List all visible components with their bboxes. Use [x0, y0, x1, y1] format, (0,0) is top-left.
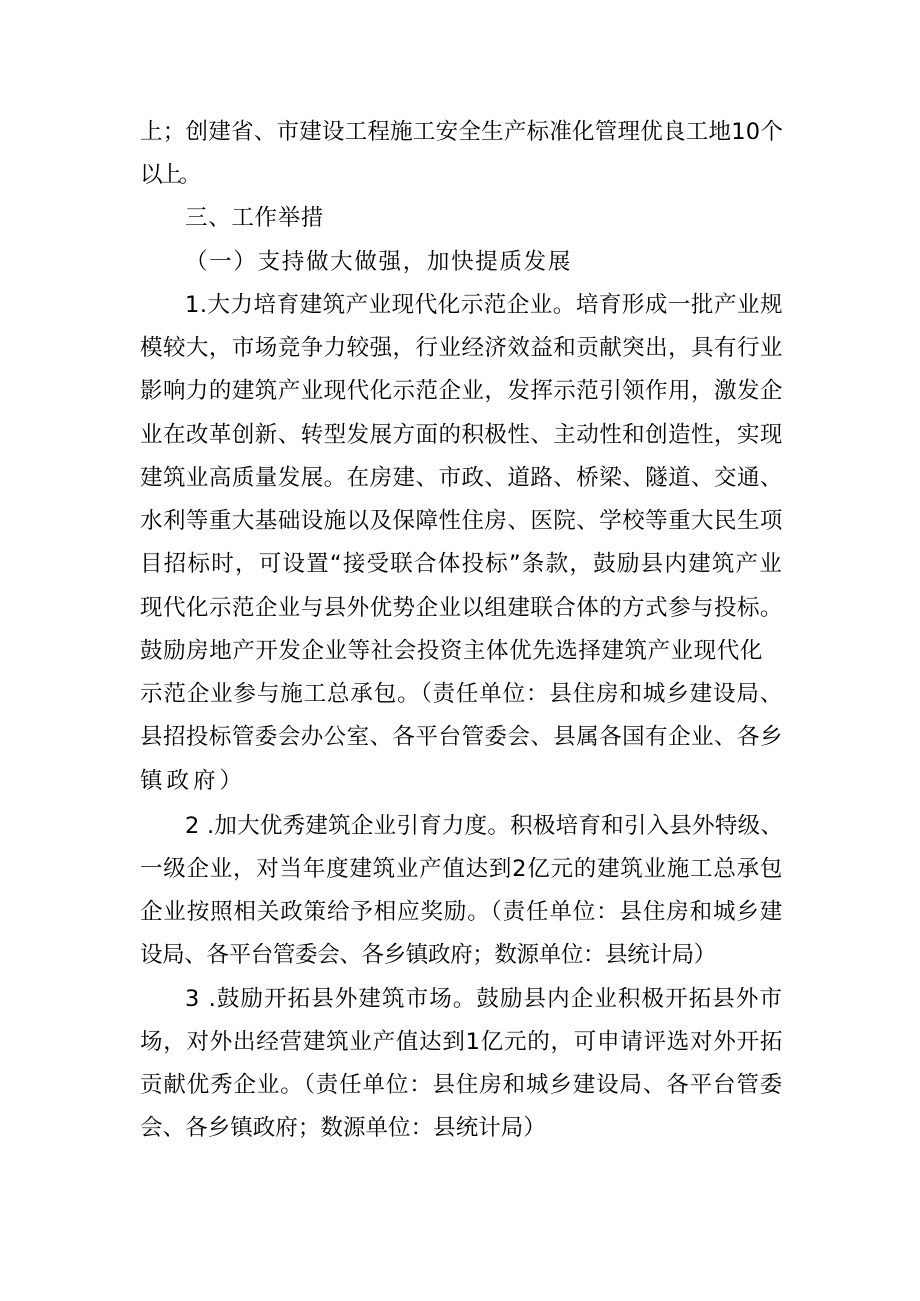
text-line: 上；创建省、市建设工程施工安全生产标准化管理优良工地10个 [140, 119, 784, 145]
text-line: 目招标时，可设置“接受联合体投标”条款，鼓励县内建筑产业 [140, 551, 784, 577]
text-line: 场，对外出经营建筑业产值达到1亿元的，可申请评选对外开拓 [140, 1029, 784, 1055]
text-line: 会、各乡镇政府；数源单位：县统计局） [140, 1115, 546, 1141]
text-line: 建筑业高质量发展。在房建、市政、道路、桥梁、隧道、交通、 [140, 465, 783, 491]
text-line: 业在改革创新、转型发展方面的积极性、主动性和创造性，实现 [140, 422, 783, 448]
text-line: 2 .加大优秀建筑企业引育力度。积极培育和引入县外特级、 [185, 813, 784, 839]
text-line: 一级企业，对当年度建筑业产值达到2亿元的建筑业施工总承包 [140, 856, 784, 882]
text-line: 县招投标管委会办公室、各平台管委会、县属各国有企业、各乡 [140, 724, 783, 750]
text-line: 3 .鼓励开拓县外建筑市场。鼓励县内企业积极开拓县外市 [185, 986, 784, 1012]
text-line: 影响力的建筑产业现代化示范企业，发挥示范引领作用，激发企 [140, 378, 783, 404]
text-line: 以上。 [140, 162, 198, 188]
text-line: 设局、各平台管委会、各乡镇政府；数源单位：县统计局） [140, 942, 716, 968]
text-line: 贡献优秀企业。（责任单位：县住房和城乡建设局、各平台管委 [140, 1072, 784, 1098]
text-line: 镇政府） [140, 768, 247, 794]
subsection-heading: （一）支持做大做强，加快提质发展 [185, 249, 573, 275]
text-line: 现代化示范企业与县外优势企业以组建联合体的方式参与投标。 [140, 595, 783, 621]
section-heading: 三、工作举措 [185, 205, 324, 231]
text-line: 1.大力培育建筑产业现代化示范企业。培育形成一批产业规 [185, 292, 784, 318]
text-line: 示范企业参与施工总承包。（责任单位：县住房和城乡建设局、 [140, 681, 784, 707]
text-line: 鼓励房地产开发企业等社会投资主体优先选择建筑产业现代化 [140, 638, 763, 664]
text-line: 模较大，市场竞争力较强，行业经济效益和贡献突出，具有行业 [140, 335, 783, 361]
text-line: 水利等重大基础设施以及保障性住房、医院、学校等重大民生项 [140, 508, 783, 534]
text-line: 企业按照相关政策给予相应奖励。（责任单位：县住房和城乡建 [140, 899, 784, 925]
